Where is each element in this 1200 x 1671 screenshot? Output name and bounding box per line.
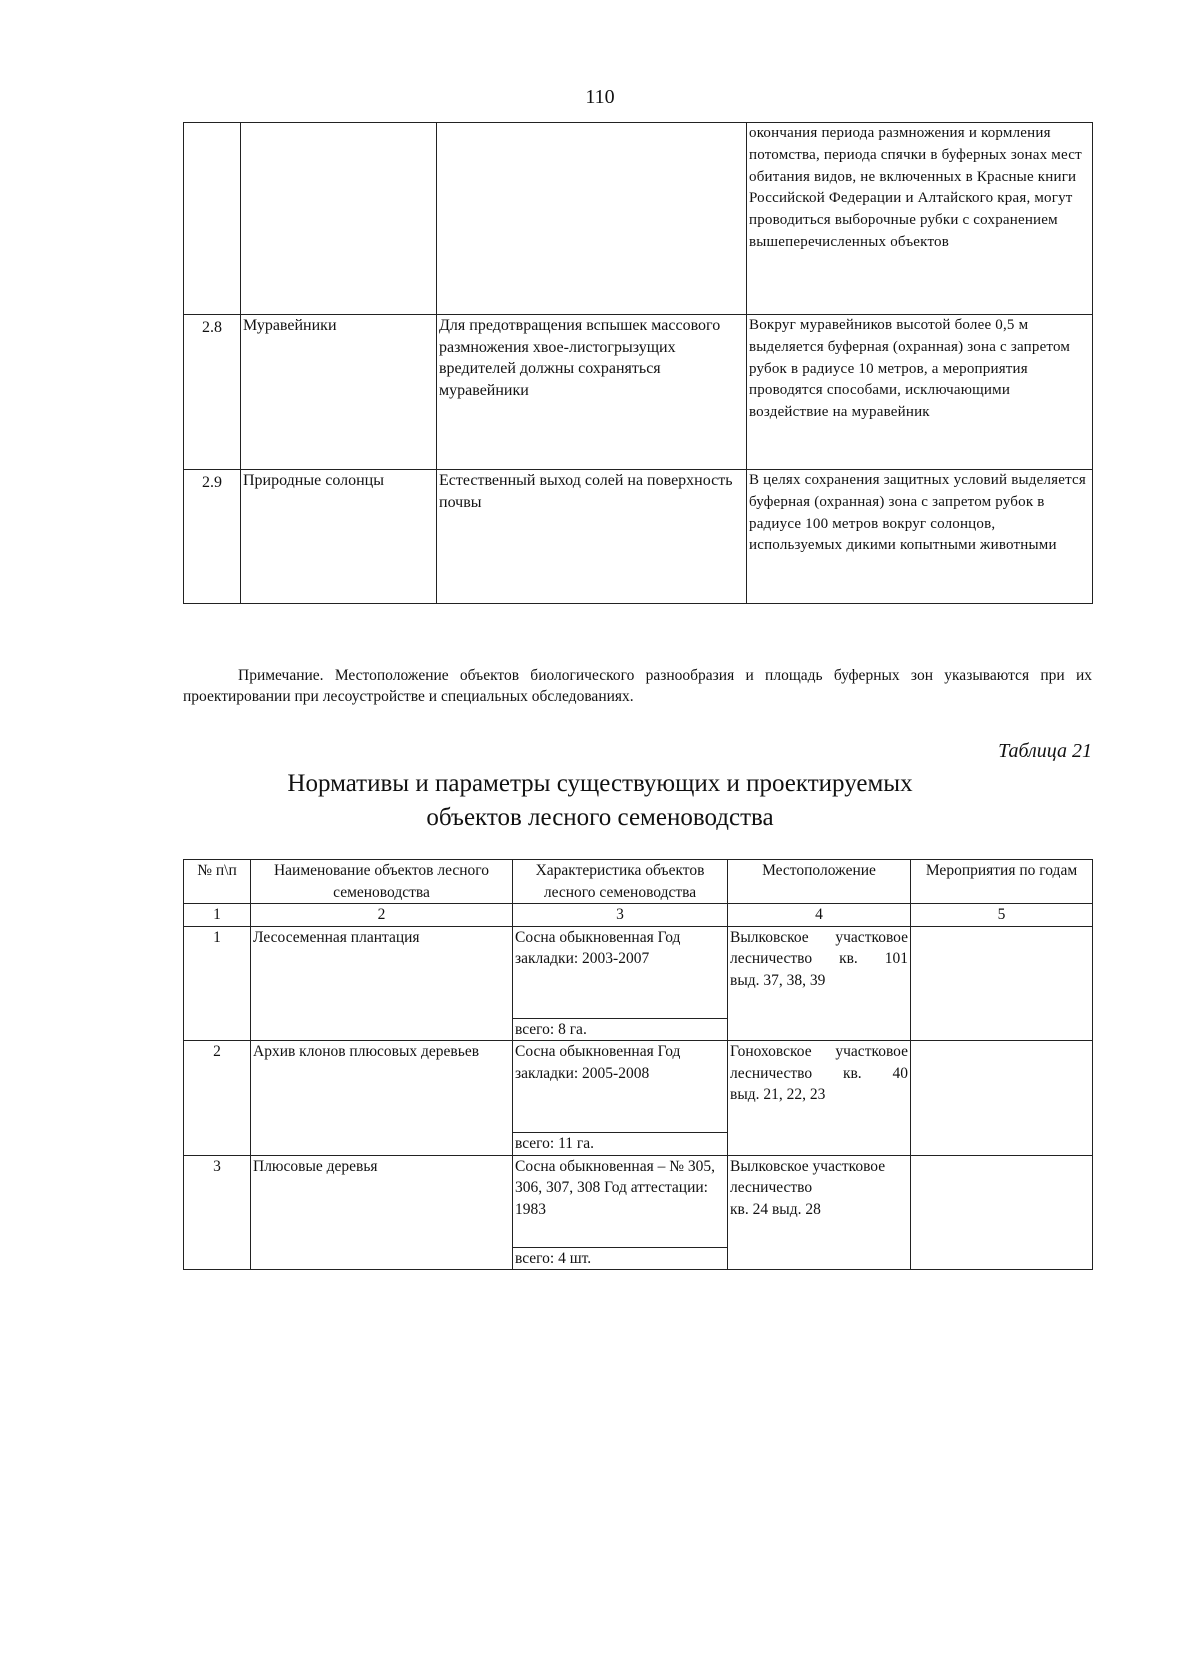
header-cell: Наименование объектов лесного семеноводства (251, 860, 513, 904)
object-measures (911, 1041, 1093, 1156)
table-row (184, 1155, 1093, 1247)
header-cell: Местоположение (728, 860, 911, 904)
location-text: Вылковское участковое лесничество (730, 1157, 886, 1196)
object-total: всего: 4 шт. (513, 1247, 728, 1270)
object-characteristic: Сосна обыкновенная Год закладки: 2005-2008 (513, 1041, 728, 1133)
table-row (184, 470, 1093, 604)
header-cell: Мероприятия по годам (911, 860, 1093, 904)
seed-production-table (183, 859, 1093, 1270)
table-title-line: объектов лесного семеноводства (426, 804, 774, 831)
table-row (184, 926, 1093, 1018)
row-number: 2.8 (184, 315, 241, 470)
object-location (728, 1041, 911, 1156)
row-number: 3 (184, 1155, 251, 1270)
column-number: 5 (911, 904, 1093, 927)
row-number (184, 123, 241, 315)
row-number: 2.9 (184, 470, 241, 604)
row-number: 1 (184, 926, 251, 1041)
header-cell: № п\п (184, 860, 251, 904)
row-number: 2 (184, 1041, 251, 1156)
column-number: 3 (513, 904, 728, 927)
object-measures: окончания периода размножения и кормления потомства, периода спячки в буферных зонах мест обитания видов, не включенных в Красные книги Российской Федерации и Алтайского края, могут проводиться выборочные рубки с сохранением вышеперечисленных объектов (747, 123, 1093, 315)
table-title (0, 767, 1200, 835)
column-number: 2 (251, 904, 513, 927)
object-purpose: Для предотвращения вспышек массового размножения хвое-листогрызущих вредителей должны сохраняться муравейники (437, 315, 747, 470)
location-text: Гоноховское участковое лесничество кв. 40 (730, 1043, 908, 1082)
object-measures (911, 926, 1093, 1041)
location-text: выд. 21, 22, 23 (730, 1086, 826, 1103)
location-text: Вылковское участковое лесничество кв. 101 (730, 928, 908, 967)
table-title-line: Нормативы и параметры существующих и проектируемых (287, 770, 913, 797)
object-name: Природные солонцы (241, 470, 437, 604)
object-measures: Вокруг муравейников высотой более 0,5 м выделяется буферная (охранная) зона с запретом рубок в радиусе 10 метров, а мероприятия проводятся способами, исключающими воздействие на муравейник (747, 315, 1093, 470)
location-text: выд. 37, 38, 39 (730, 971, 826, 989)
object-location (728, 1155, 911, 1270)
table-note: Примечание. Местоположение объектов биологического разнообразия и площадь буферных зон указываются при их проектировании при лесоустройстве и специальных обследованиях. (183, 667, 1092, 705)
column-number: 4 (728, 904, 911, 927)
object-measures: В целях сохранения защитных условий выделяется буферная (охранная) зона с запретом рубок в радиусе 100 метров вокруг солонцов, используемых дикими копытными животными (747, 470, 1093, 604)
object-purpose (437, 123, 747, 315)
object-name: Архив клонов плюсовых деревьев (251, 1041, 513, 1156)
column-number-row (184, 904, 1093, 927)
object-measures (911, 1155, 1093, 1270)
object-purpose: Естественный выход солей на поверхность почвы (437, 470, 747, 604)
page-number: 110 (585, 86, 615, 108)
header-row (184, 860, 1093, 904)
table-caption: Таблица 21 (998, 740, 1092, 762)
object-total: всего: 11 га. (513, 1133, 728, 1156)
table-row (184, 315, 1093, 470)
table-row (184, 1041, 1093, 1133)
object-total: всего: 8 га. (513, 1018, 728, 1041)
object-name (241, 123, 437, 315)
object-name: Муравейники (241, 315, 437, 470)
table-row (184, 123, 1093, 315)
object-characteristic: Сосна обыкновенная – № 305, 306, 307, 308 Год аттестации: 1983 (513, 1155, 728, 1247)
biodiversity-objects-table (183, 122, 1093, 604)
object-name: Лесосеменная плантация (251, 926, 513, 1041)
column-number: 1 (184, 904, 251, 927)
object-name: Плюсовые деревья (251, 1155, 513, 1270)
object-location (728, 926, 911, 1041)
object-characteristic: Сосна обыкновенная Год закладки: 2003-2007 (513, 926, 728, 1018)
location-text: кв. 24 выд. 28 (730, 1200, 821, 1218)
header-cell: Характеристика объектов лесного семеноводства (513, 860, 728, 904)
